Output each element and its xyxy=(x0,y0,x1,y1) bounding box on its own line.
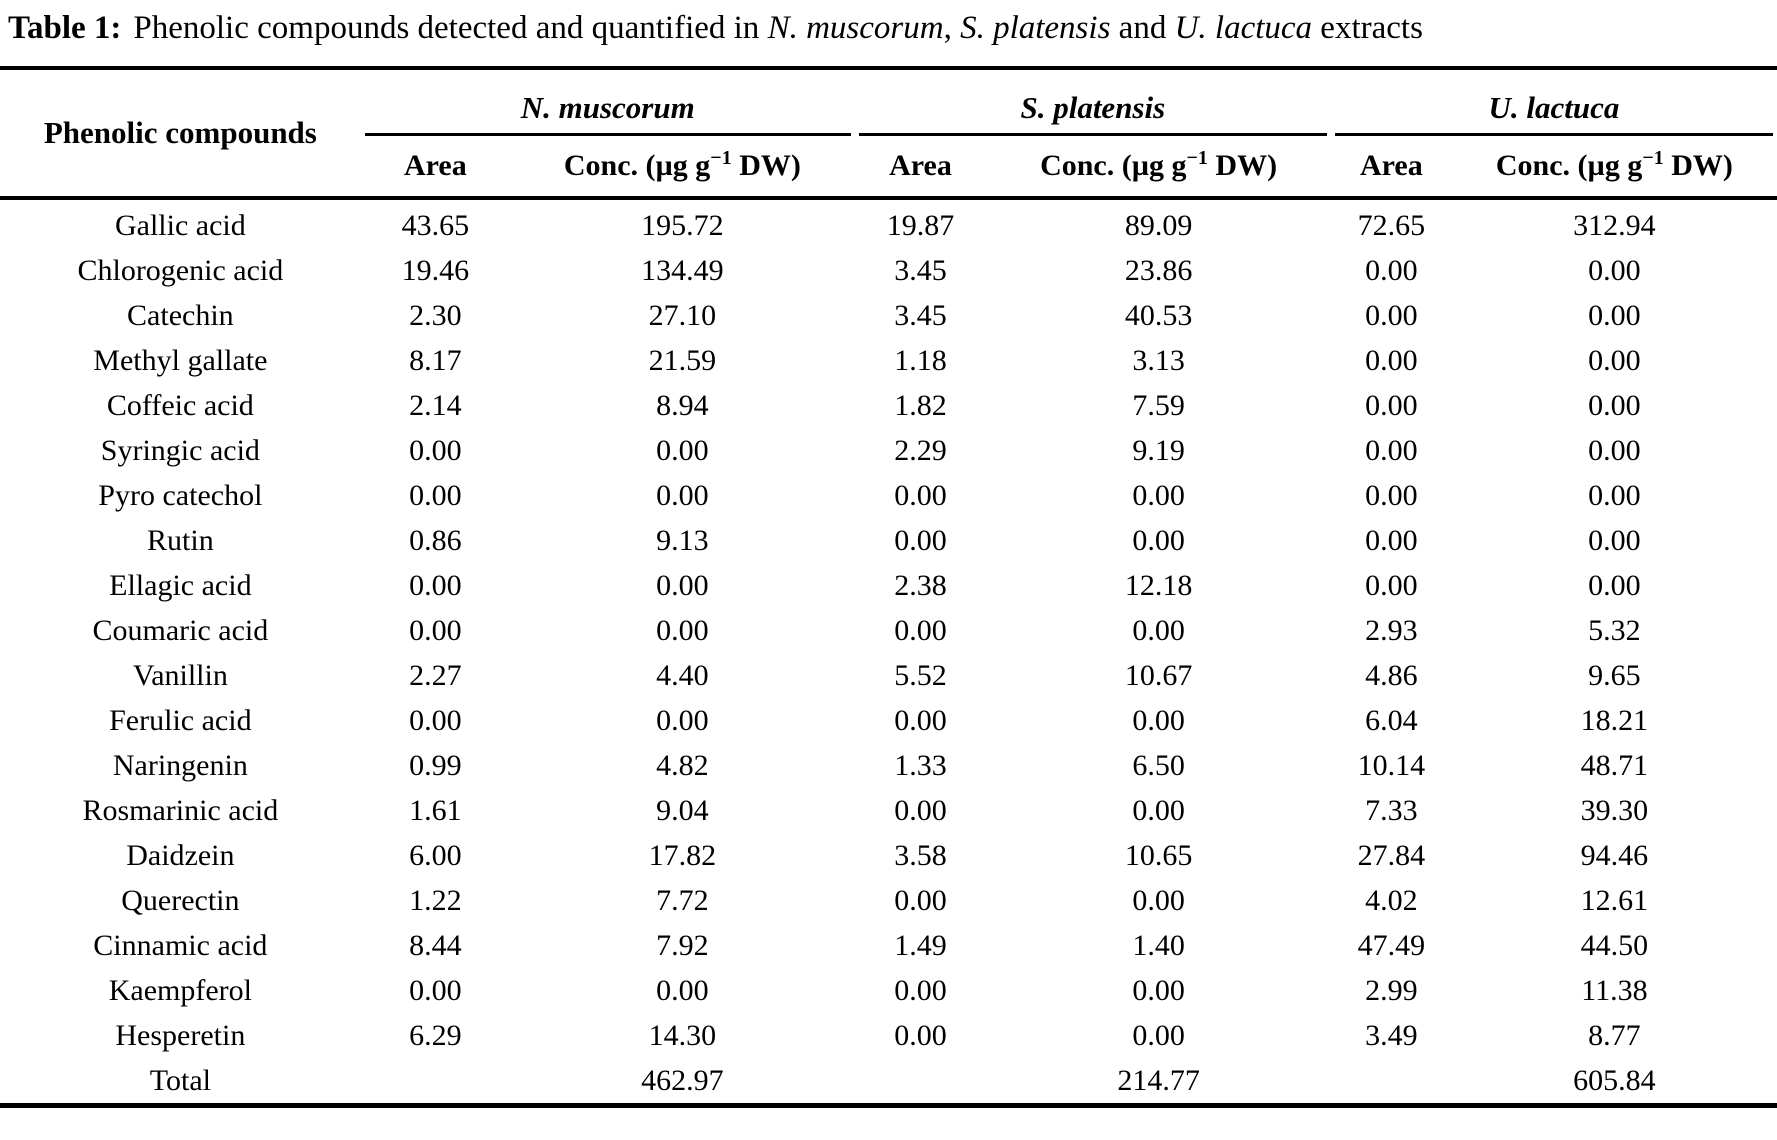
caption-species-ulactuca: U. lactuca xyxy=(1174,10,1313,46)
area-cell-empty xyxy=(1331,1058,1452,1106)
area-cell-splatensis: 19.87 xyxy=(886,209,955,242)
area-cell-ulactuca: 0.00 xyxy=(1365,524,1418,557)
conc-cell-ulactuca: 0.00 xyxy=(1588,254,1641,287)
conc-unit-exponent: −1 xyxy=(1642,147,1664,169)
conc-cell-ulactuca: 0.00 xyxy=(1588,479,1641,512)
conc-cell-splatensis: 0.00 xyxy=(1132,974,1185,1007)
area-cell-ulactuca: 0.00 xyxy=(1365,344,1418,377)
conc-cell-nmuscorum: 0.00 xyxy=(656,704,709,737)
cmidrule-nmuscorum xyxy=(365,90,851,136)
table-row xyxy=(0,383,1777,428)
conc-unit-suffix: DW) xyxy=(1207,149,1278,182)
table-row xyxy=(0,743,1777,788)
area-cell-splatensis: 0.00 xyxy=(894,614,947,647)
conc-cell-splatensis: 0.00 xyxy=(1132,479,1185,512)
area-cell-splatensis: 5.52 xyxy=(894,659,947,692)
conc-cell-ulactuca: 12.61 xyxy=(1580,884,1649,917)
table-row xyxy=(0,653,1777,698)
phenolic-compounds-table xyxy=(0,66,1777,1108)
conc-cell-ulactuca: 44.50 xyxy=(1580,929,1649,962)
caption-separator: , xyxy=(943,10,961,46)
conc-cell-ulactuca: 9.65 xyxy=(1588,659,1641,692)
area-cell-ulactuca: 2.99 xyxy=(1365,974,1418,1007)
conc-cell-nmuscorum: 8.94 xyxy=(656,389,709,422)
area-cell-splatensis: 1.18 xyxy=(894,344,947,377)
area-cell-ulactuca: 2.93 xyxy=(1365,614,1418,647)
area-cell-ulactuca: 0.00 xyxy=(1365,299,1418,332)
table-row xyxy=(0,518,1777,563)
area-cell-ulactuca: 72.65 xyxy=(1357,209,1426,242)
caption-conjunction: and xyxy=(1110,10,1175,46)
conc-unit-suffix: DW) xyxy=(731,149,801,182)
conc-cell-splatensis: 6.50 xyxy=(1132,749,1185,782)
area-cell-nmuscorum: 6.00 xyxy=(409,839,462,872)
conc-cell-splatensis: 0.00 xyxy=(1132,794,1185,827)
conc-cell-ulactuca: 0.00 xyxy=(1588,344,1641,377)
caption-suffix: extracts xyxy=(1312,10,1423,46)
area-column-header-splatensis: Area xyxy=(855,136,986,198)
area-cell-nmuscorum: 8.44 xyxy=(409,929,462,962)
table-body xyxy=(0,198,1777,1106)
conc-cell-splatensis: 89.09 xyxy=(1124,209,1193,242)
species-header-splatensis xyxy=(855,68,1331,136)
total-row xyxy=(0,1058,1777,1106)
compound-cell: Catechin xyxy=(127,299,234,332)
conc-cell-ulactuca: 11.38 xyxy=(1581,974,1648,1007)
conc-column-header-splatensis xyxy=(986,136,1331,198)
area-cell-ulactuca: 47.49 xyxy=(1357,929,1426,962)
area-cell-splatensis: 0.00 xyxy=(894,794,947,827)
conc-cell-nmuscorum: 17.82 xyxy=(648,839,717,872)
caption-species-splatensis: S. platensis xyxy=(960,10,1111,46)
table-row xyxy=(0,563,1777,608)
conc-unit-prefix: Conc. (µg g xyxy=(563,149,711,182)
area-column-header-ulactuca: Area xyxy=(1331,136,1452,198)
conc-column-header-nmuscorum xyxy=(510,136,855,198)
area-cell-nmuscorum: 1.22 xyxy=(409,884,462,917)
conc-cell-nmuscorum: 0.00 xyxy=(656,479,709,512)
cmidrule-ulactuca xyxy=(1335,90,1773,136)
area-cell-nmuscorum: 0.99 xyxy=(409,749,462,782)
conc-cell-splatensis: 3.13 xyxy=(1132,344,1185,377)
area-cell-nmuscorum: 0.00 xyxy=(409,569,462,602)
area-cell-ulactuca: 0.00 xyxy=(1365,569,1418,602)
area-cell-ulactuca: 0.00 xyxy=(1365,479,1418,512)
compound-cell: Hesperetin xyxy=(115,1019,246,1052)
compound-cell: Querectin xyxy=(121,884,240,917)
conc-cell-splatensis: 0.00 xyxy=(1132,704,1185,737)
area-cell-nmuscorum: 6.29 xyxy=(409,1019,462,1052)
conc-unit-suffix: DW) xyxy=(1663,149,1733,182)
conc-cell-splatensis: 0.00 xyxy=(1132,614,1185,647)
conc-unit-prefix: Conc. (µg g xyxy=(1495,149,1643,182)
area-cell-ulactuca: 3.49 xyxy=(1365,1019,1418,1052)
caption-label: Table 1: xyxy=(8,10,122,46)
conc-cell-splatensis: 1.40 xyxy=(1132,929,1185,962)
area-cell-nmuscorum: 43.65 xyxy=(401,209,470,242)
area-cell-nmuscorum: 2.27 xyxy=(409,659,462,692)
conc-cell-nmuscorum: 7.72 xyxy=(656,884,709,917)
area-cell-ulactuca: 27.84 xyxy=(1357,839,1426,872)
compound-cell: Syringic acid xyxy=(100,434,260,467)
area-cell-splatensis: 2.38 xyxy=(894,569,947,602)
table-row xyxy=(0,833,1777,878)
total-conc-cell-ulactuca: 605.84 xyxy=(1573,1064,1656,1097)
area-cell-splatensis: 3.45 xyxy=(894,254,947,287)
conc-unit-exponent: −1 xyxy=(1186,147,1208,169)
conc-cell-ulactuca: 94.46 xyxy=(1580,839,1649,872)
conc-cell-ulactuca: 312.94 xyxy=(1573,209,1656,242)
area-cell-nmuscorum: 0.00 xyxy=(409,974,462,1007)
compound-cell: Coumaric acid xyxy=(92,614,269,647)
compound-cell: Rutin xyxy=(147,524,214,557)
conc-cell-ulactuca: 48.71 xyxy=(1580,749,1649,782)
area-cell-nmuscorum: 2.14 xyxy=(409,389,462,422)
compound-cell: Pyro catechol xyxy=(98,479,263,512)
conc-cell-nmuscorum: 134.49 xyxy=(641,254,724,287)
conc-cell-ulactuca: 18.21 xyxy=(1580,704,1649,737)
table-row xyxy=(0,248,1777,293)
area-cell-ulactuca: 7.33 xyxy=(1365,794,1418,827)
conc-cell-nmuscorum: 7.92 xyxy=(656,929,709,962)
area-cell-ulactuca: 0.00 xyxy=(1365,389,1418,422)
area-cell-splatensis: 0.00 xyxy=(894,524,947,557)
area-cell-splatensis: 1.82 xyxy=(894,389,947,422)
area-cell-nmuscorum: 2.30 xyxy=(409,299,462,332)
compound-cell: Vanillin xyxy=(132,659,228,692)
table-row xyxy=(0,338,1777,383)
conc-cell-splatensis: 7.59 xyxy=(1132,389,1185,422)
table-row xyxy=(0,1013,1777,1058)
table-row xyxy=(0,923,1777,968)
area-cell-splatensis: 3.58 xyxy=(894,839,947,872)
table-row xyxy=(0,293,1777,338)
conc-cell-ulactuca: 0.00 xyxy=(1588,434,1641,467)
species-header-nmuscorum xyxy=(361,68,855,136)
conc-cell-nmuscorum: 4.40 xyxy=(656,659,709,692)
conc-cell-ulactuca: 0.00 xyxy=(1588,569,1641,602)
area-cell-ulactuca: 4.86 xyxy=(1365,659,1418,692)
conc-cell-nmuscorum: 9.04 xyxy=(656,794,709,827)
area-cell-nmuscorum: 19.46 xyxy=(401,254,470,287)
conc-cell-splatensis: 10.65 xyxy=(1124,839,1193,872)
table-caption xyxy=(0,0,1777,50)
species-name-splatensis: S. platensis xyxy=(1020,90,1166,125)
table-row xyxy=(0,473,1777,518)
compound-cell: Ferulic acid xyxy=(109,704,252,737)
area-cell-nmuscorum: 0.00 xyxy=(409,479,462,512)
area-cell-splatensis: 1.33 xyxy=(894,749,947,782)
species-name-nmuscorum: N. muscorum xyxy=(520,90,695,125)
area-cell-splatensis: 0.00 xyxy=(894,704,947,737)
cmidrule-splatensis xyxy=(859,90,1327,136)
conc-cell-nmuscorum: 195.72 xyxy=(641,209,724,242)
species-header-row xyxy=(0,68,1777,136)
area-cell-ulactuca: 4.02 xyxy=(1365,884,1418,917)
conc-cell-nmuscorum: 0.00 xyxy=(656,569,709,602)
table-row xyxy=(0,698,1777,743)
total-conc-cell-splatensis: 214.77 xyxy=(1117,1064,1200,1097)
total-label-cell: Total xyxy=(149,1064,211,1097)
compound-cell: Gallic acid xyxy=(114,209,246,242)
conc-cell-splatensis: 0.00 xyxy=(1132,884,1185,917)
conc-cell-ulactuca: 8.77 xyxy=(1588,1019,1641,1052)
area-cell-nmuscorum: 0.86 xyxy=(409,524,462,557)
table-row xyxy=(0,428,1777,473)
table-row xyxy=(0,198,1777,248)
conc-cell-nmuscorum: 0.00 xyxy=(656,614,709,647)
area-cell-splatensis: 1.49 xyxy=(894,929,947,962)
conc-cell-splatensis: 0.00 xyxy=(1132,1019,1185,1052)
species-header-ulactuca xyxy=(1331,68,1777,136)
area-cell-splatensis: 2.29 xyxy=(894,434,947,467)
conc-column-header-ulactuca xyxy=(1452,136,1777,198)
compound-cell: Cinnamic acid xyxy=(93,929,268,962)
conc-cell-ulactuca: 39.30 xyxy=(1580,794,1649,827)
area-cell-empty xyxy=(361,1058,510,1106)
conc-cell-nmuscorum: 14.30 xyxy=(648,1019,717,1052)
area-cell-splatensis: 0.00 xyxy=(894,974,947,1007)
total-conc-cell-nmuscorum: 462.97 xyxy=(641,1064,724,1097)
conc-cell-splatensis: 9.19 xyxy=(1132,434,1185,467)
compound-cell: Kaempferol xyxy=(108,974,252,1007)
conc-cell-ulactuca: 0.00 xyxy=(1588,389,1641,422)
compound-cell: Daidzein xyxy=(126,839,235,872)
table-row xyxy=(0,878,1777,923)
area-cell-ulactuca: 0.00 xyxy=(1365,434,1418,467)
conc-unit-prefix: Conc. (µg g xyxy=(1040,149,1187,182)
conc-cell-splatensis: 40.53 xyxy=(1124,299,1193,332)
area-cell-splatensis: 0.00 xyxy=(894,1019,947,1052)
conc-cell-ulactuca: 0.00 xyxy=(1588,299,1641,332)
compound-cell: Coffeic acid xyxy=(106,389,254,422)
species-name-ulactuca: U. lactuca xyxy=(1488,90,1620,125)
area-cell-ulactuca: 0.00 xyxy=(1365,254,1418,287)
area-cell-empty xyxy=(855,1058,986,1106)
compound-cell: Naringenin xyxy=(112,749,248,782)
conc-cell-splatensis: 23.86 xyxy=(1124,254,1193,287)
caption-text: Phenolic compounds detected and quantified in xyxy=(133,10,768,46)
table-row xyxy=(0,968,1777,1013)
area-column-header-nmuscorum: Area xyxy=(361,136,510,198)
conc-cell-splatensis: 12.18 xyxy=(1124,569,1193,602)
area-cell-nmuscorum: 8.17 xyxy=(409,344,462,377)
table-row xyxy=(0,608,1777,653)
compound-column-header: Phenolic compounds xyxy=(0,68,361,198)
area-cell-nmuscorum: 0.00 xyxy=(409,434,462,467)
table-header xyxy=(0,68,1777,198)
conc-cell-nmuscorum: 27.10 xyxy=(648,299,717,332)
conc-cell-ulactuca: 5.32 xyxy=(1588,614,1641,647)
area-cell-ulactuca: 10.14 xyxy=(1357,749,1426,782)
area-cell-nmuscorum: 1.61 xyxy=(409,794,462,827)
table-row xyxy=(0,788,1777,833)
area-cell-splatensis: 3.45 xyxy=(894,299,947,332)
area-cell-nmuscorum: 0.00 xyxy=(409,614,462,647)
conc-cell-nmuscorum: 0.00 xyxy=(656,974,709,1007)
compound-cell: Ellagic acid xyxy=(109,569,252,602)
conc-unit-exponent: −1 xyxy=(710,147,732,169)
conc-cell-splatensis: 0.00 xyxy=(1132,524,1185,557)
area-cell-splatensis: 0.00 xyxy=(894,479,947,512)
area-cell-splatensis: 0.00 xyxy=(894,884,947,917)
conc-cell-nmuscorum: 21.59 xyxy=(648,344,717,377)
conc-cell-splatensis: 10.67 xyxy=(1124,659,1193,692)
compound-cell: Chlorogenic acid xyxy=(77,254,284,287)
conc-cell-nmuscorum: 4.82 xyxy=(656,749,709,782)
conc-cell-nmuscorum: 0.00 xyxy=(656,434,709,467)
caption-species-nmuscorum: N. muscorum xyxy=(767,10,944,46)
area-cell-nmuscorum: 0.00 xyxy=(409,704,462,737)
compound-cell: Rosmarinic acid xyxy=(82,794,279,827)
area-cell-ulactuca: 6.04 xyxy=(1365,704,1418,737)
conc-cell-ulactuca: 0.00 xyxy=(1588,524,1641,557)
conc-cell-nmuscorum: 9.13 xyxy=(656,524,709,557)
compound-cell: Methyl gallate xyxy=(93,344,268,377)
